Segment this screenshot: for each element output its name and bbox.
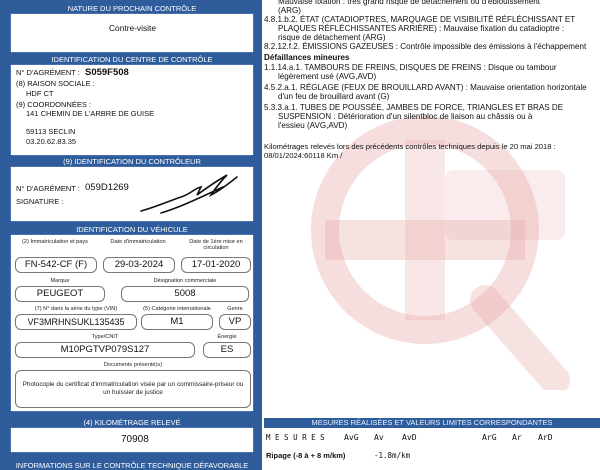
vehicle-header: IDENTIFICATION DU VÉHICULE <box>12 225 252 234</box>
coords-label: (9) COORDONNÉES : <box>16 100 92 109</box>
next-control-box <box>10 13 254 53</box>
address-value: 141 CHEMIN DE L'ARBRE DE GUISE <box>26 109 155 118</box>
controller-box <box>10 166 254 222</box>
info-header: INFORMATIONS SUR LE CONTRÔLE TECHNIQUE DÉFAVORABLE <box>12 461 252 470</box>
history-line-1: Kilométrages relevés lors des précédents contrôles techniques depuis le 20 mai 2018 : <box>264 142 556 151</box>
make-value: PEUGEOT <box>15 286 105 302</box>
first-reg-label: Date de 1ère mise en circulation <box>189 239 243 251</box>
defect-line-12: SUSPENSION : Détérioration d'un silentbloc de liaison au châssis ou à <box>278 112 533 121</box>
defect-line-8: légèrement usé (AVG,AVD) <box>278 72 377 81</box>
measures-col-avg: AvG <box>344 432 359 442</box>
center-agreement-value: S059F508 <box>85 67 129 78</box>
defect-line-3: 4.8.1.b.2. ÉTAT (CATADIOPTRES, MARQUAGE DE VISIBILITÉ RÉFLÉCHISSANT ET <box>264 15 576 24</box>
controller-header: (9) IDENTIFICATION DU CONTRÔLEUR <box>12 157 252 166</box>
defect-section-minor: Défaillances mineures <box>264 53 350 62</box>
center-header: IDENTIFICATION DU CENTRE DE CONTRÔLE <box>12 55 252 64</box>
measures-col-avd: AvD <box>402 432 417 442</box>
center-box <box>10 64 254 156</box>
signature-label: SIGNATURE : <box>16 197 64 206</box>
date-reg-label: Date d'immatriculation <box>110 239 166 245</box>
docs-value-line1: Photocopie du certificat d'immatriculation visée par un commissaire-priseur ou <box>22 381 244 388</box>
measures-header: MESURES RÉALISÉES ET VALEURS LIMITES CORRESPONDANTES <box>264 418 600 428</box>
mileage-box <box>10 427 254 453</box>
measures-col-title: M E S U R E S <box>266 433 325 442</box>
defects-area <box>264 0 600 170</box>
date-reg-value: 29-03-2024 <box>103 257 175 273</box>
vehicle-box <box>10 234 254 412</box>
defect-line-6: 8.2.12.f.2. ÉMISSIONS GAZEUSES : Contrôle impossible des émissions à l'échappement <box>264 42 587 51</box>
measures-col-ard: ArD <box>538 432 553 442</box>
docs-value-line2: un huissier de justice <box>103 389 163 396</box>
next-control-header: NATURE DU PROCHAIN CONTRÔLE <box>12 4 252 13</box>
measures-col-av: Av <box>374 432 384 442</box>
genre-value: VP <box>219 314 251 330</box>
type-value: M10PGTVP079S127 <box>15 342 195 358</box>
docs-box <box>15 370 251 408</box>
defect-line-10: d'un feu de brouillard avant (G) <box>278 92 390 101</box>
defect-line-4: PLAQUES RÉFLÉCHISSANTES ARRIÈRE) : Mauvaise fixation du catadioptre : <box>278 24 565 33</box>
company-value: HDF CT <box>26 89 54 98</box>
category-label: (5) Catégorie internationale <box>143 306 211 312</box>
history-line-2: 08/01/2024:60118 Km / <box>264 151 343 160</box>
mileage-header: (4) KILOMÉTRAGE RELEVÉ <box>12 418 252 427</box>
energy-label: Énergie <box>217 334 237 340</box>
defect-line-2: (ARG) <box>278 6 301 15</box>
city-value: 59113 SECLIN <box>26 127 76 136</box>
defect-line-1: Mauvaise fixation : très grand risque de détachement ou d'éblouissement <box>278 0 541 6</box>
defect-line-7: 1.1.14.a.1. TAMBOURS DE FREINS, DISQUES DE FREINS : Disque ou tambour <box>264 63 557 72</box>
controller-agreement-label: N° D'AGRÉMENT : <box>16 184 80 193</box>
controller-agreement-value: 059D1269 <box>85 182 129 193</box>
defect-line-5: risque de détachement (ARG) <box>278 33 386 42</box>
vin-label: (7) N° dans la série du type (VIN) <box>34 306 118 312</box>
measures-area <box>264 428 600 470</box>
first-reg-value: 17-01-2020 <box>181 257 251 273</box>
defect-line-11: 5.3.3.a.1. TUBES DE POUSSÉE, JAMBES DE FORCE, TRIANGLES ET BRAS DE <box>264 103 564 112</box>
vin-value: VF3MRHNSUKL135435 <box>15 314 137 330</box>
center-agreement-label: N° D'AGRÉMENT : <box>16 68 80 77</box>
ripage-label: Ripage (-8 à + 8 m/km) <box>266 451 346 460</box>
type-label: Type/CNIT <box>91 334 119 340</box>
measures-col-ar: Ar <box>512 432 522 442</box>
defect-line-13: l'essieu (AVG,AVD) <box>278 121 348 130</box>
category-value: M1 <box>141 314 213 330</box>
next-control-value: Contre-visite <box>109 23 157 33</box>
ripage-value: -1.8m/km <box>374 451 411 460</box>
reg-label: (2) Immatriculation et pays <box>22 239 88 245</box>
genre-label: Genre <box>227 306 243 312</box>
docs-label: Documents présenté(s) <box>103 362 163 368</box>
phone-value: 03.20.62.83.35 <box>26 137 77 146</box>
company-label: (8) RAISON SOCIALE : <box>16 79 95 88</box>
reg-value: FN-542-CF (F) <box>15 257 97 273</box>
signature-image <box>131 167 251 217</box>
make-label: Marque <box>50 278 70 284</box>
model-label: Désignation commerciale <box>153 278 217 284</box>
mileage-value: 70908 <box>121 434 149 445</box>
model-value: 5008 <box>121 286 249 302</box>
defect-line-9: 4.5.2.a.1. RÉGLAGE (FEUX DE BROUILLARD AVANT) : Mauvaise orientation horizontale <box>264 83 587 92</box>
measures-col-arg: ArG <box>482 432 497 442</box>
energy-value: ES <box>203 342 251 358</box>
